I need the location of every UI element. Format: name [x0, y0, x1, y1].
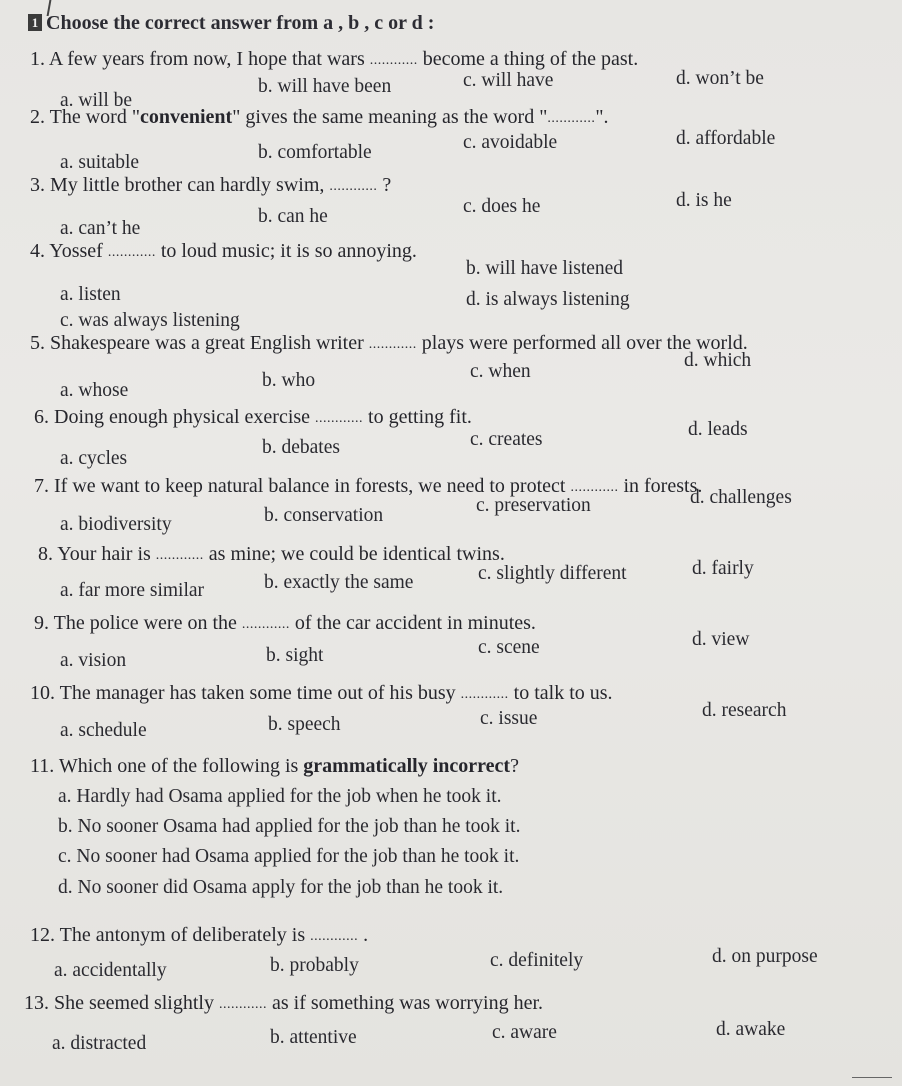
answer-blank: ............ — [155, 548, 204, 563]
option[interactable]: d. No sooner did Osama apply for the job than he took it. — [58, 877, 504, 898]
question-11: 11. Which one of the following is grammatically incorrect? — [30, 755, 519, 777]
option[interactable]: a. suitable — [60, 152, 140, 173]
question-10: 10. The manager has taken some time out of his busy ............ to talk to us. — [30, 682, 613, 704]
option[interactable]: c. slightly different — [478, 563, 627, 584]
option[interactable]: d. affordable — [676, 128, 776, 149]
option[interactable]: b. conservation — [264, 505, 384, 526]
option[interactable]: a. vision — [60, 650, 127, 671]
question-4: 4. Yossef ............ to loud music; it is so annoying. — [30, 240, 417, 262]
option[interactable]: b. attentive — [270, 1027, 357, 1048]
option[interactable]: a. distracted — [52, 1033, 147, 1054]
question-7: 7. If we want to keep natural balance in forests, we need to protect ............ in forests. — [34, 475, 703, 497]
option[interactable]: a. Hardly had Osama applied for the job when he took it. — [58, 786, 502, 807]
question-1: 1. A few years from now, I hope that wars ............ become a thing of the past. — [30, 48, 639, 70]
option[interactable]: c. issue — [480, 708, 538, 729]
option[interactable]: c. avoidable — [463, 132, 558, 153]
option[interactable]: a. far more similar — [60, 580, 205, 601]
option[interactable]: b. will have been — [258, 76, 392, 97]
option[interactable]: c. does he — [463, 196, 541, 217]
option[interactable]: b. comfortable — [258, 142, 372, 163]
question-2: 2. The word "convenient" gives the same meaning as the word "............". — [30, 106, 609, 128]
option[interactable]: d. which — [684, 350, 752, 371]
option[interactable]: c. definitely — [490, 950, 584, 971]
option[interactable]: b. speech — [268, 714, 341, 735]
option[interactable]: d. fairly — [692, 558, 754, 579]
section-number-badge: 1 — [28, 14, 42, 31]
answer-blank: ............ — [241, 617, 290, 632]
option[interactable]: d. view — [692, 629, 750, 650]
option[interactable]: d. is he — [676, 190, 732, 211]
option[interactable]: d. won’t be — [676, 68, 764, 89]
option[interactable]: c. scene — [478, 637, 540, 658]
answer-blank: ............ — [369, 53, 418, 68]
option[interactable]: b. will have listened — [466, 258, 624, 279]
divider — [852, 1077, 892, 1078]
option[interactable]: a. will be — [60, 90, 133, 111]
option[interactable]: d. leads — [688, 419, 748, 440]
option[interactable]: b. probably — [270, 955, 359, 976]
section-heading — [28, 12, 434, 35]
option[interactable]: a. cycles — [60, 448, 128, 469]
answer-blank: ............ — [315, 411, 364, 426]
option[interactable]: d. on purpose — [712, 946, 818, 967]
answer-blank: ............ — [218, 997, 267, 1012]
option[interactable]: b. No sooner Osama had applied for the job than he took it. — [58, 816, 521, 837]
option[interactable]: a. listen — [60, 284, 121, 305]
option[interactable]: a. whose — [60, 380, 129, 401]
option[interactable]: a. accidentally — [54, 960, 167, 981]
option[interactable]: d. awake — [716, 1019, 786, 1040]
answer-blank: ............ — [329, 179, 378, 194]
option[interactable]: a. schedule — [60, 720, 147, 741]
question-9: 9. The police were on the ............ of the car accident in minutes. — [34, 612, 536, 634]
question-3: 3. My little brother can hardly swim, ............ ? — [30, 174, 392, 196]
question-13: 13. She seemed slightly ............ as if something was worrying her. — [24, 992, 544, 1014]
option[interactable]: b. exactly the same — [264, 572, 414, 593]
section-instruction: Choose the correct answer from a , b , c or d : — [46, 12, 435, 34]
option[interactable]: b. who — [262, 370, 316, 391]
option[interactable]: a. can’t he — [60, 218, 141, 239]
option[interactable]: b. debates — [262, 437, 340, 458]
option[interactable]: b. sight — [266, 645, 324, 666]
answer-blank: ............ — [310, 929, 359, 944]
option[interactable]: c. will have — [463, 70, 554, 91]
answer-blank: ............ — [368, 337, 417, 352]
question-12: 12. The antonym of deliberately is ............ . — [30, 924, 369, 946]
question-5: 5. Shakespeare was a great English writer ............ plays were performed all over the world. — [30, 332, 748, 354]
option[interactable]: d. research — [702, 700, 787, 721]
option[interactable]: c. when — [470, 361, 531, 382]
answer-blank: ............ — [547, 111, 596, 126]
question-8: 8. Your hair is ............ as mine; we could be identical twins. — [38, 543, 505, 565]
option[interactable]: c. preservation — [476, 495, 591, 516]
answer-blank: ............ — [570, 480, 619, 495]
option[interactable]: d. is always listening — [466, 289, 630, 310]
option[interactable]: c. was always listening — [60, 310, 240, 331]
answer-blank: ............ — [107, 245, 156, 260]
option[interactable]: c. creates — [470, 429, 543, 450]
option[interactable]: d. challenges — [690, 487, 792, 508]
option[interactable]: a. biodiversity — [60, 514, 172, 535]
question-6: 6. Doing enough physical exercise ............ to getting fit. — [34, 406, 472, 428]
option[interactable]: b. can he — [258, 206, 328, 227]
option[interactable]: c. aware — [492, 1022, 557, 1043]
answer-blank: ............ — [460, 687, 509, 702]
option[interactable]: c. No sooner had Osama applied for the job than he took it. — [58, 846, 520, 867]
